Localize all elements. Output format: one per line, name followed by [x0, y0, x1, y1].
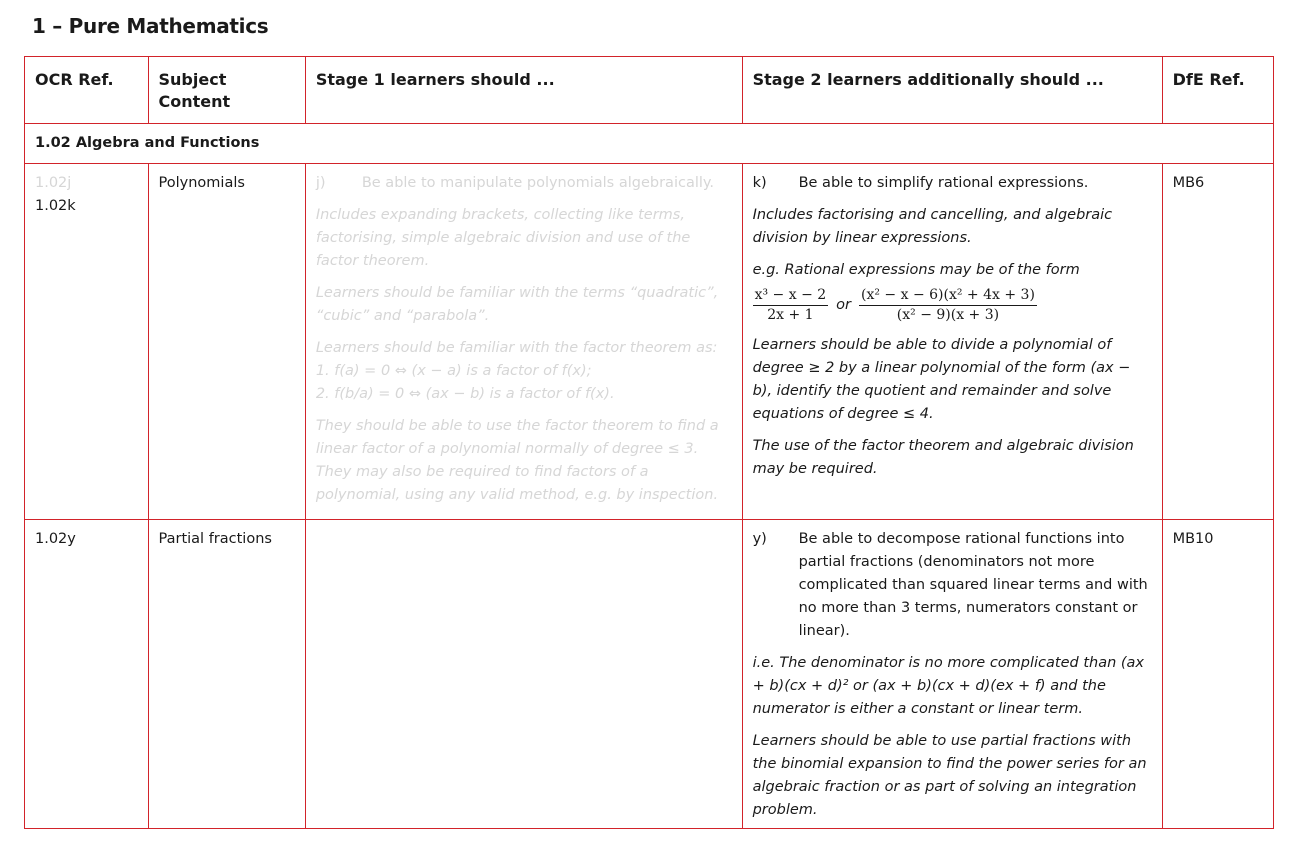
rational-expressions [753, 286, 1152, 325]
section-row-label: 1.02 Algebra and Functions [25, 124, 1274, 164]
item-label: k) [752, 175, 767, 191]
stage1-cell [305, 164, 742, 520]
stage2-cell [742, 520, 1162, 829]
stage1-note: Learners should be familiar with the terms “quadratic”, “cubic” and “parabola”. [315, 285, 719, 324]
section-title: 1 – Pure Mathematics [32, 14, 269, 38]
or-text: or [836, 297, 851, 313]
fraction-denominator: 2x + 1 [767, 307, 814, 323]
stage2-item [753, 172, 1152, 195]
fraction [753, 286, 829, 325]
ref-cell: 1.02y [25, 520, 149, 829]
stage1-note-line: 1. f(a) = 0 ⇔ (x − a) is a factor of f(x); [315, 363, 592, 379]
stage2-note: Learners should be able to use partial fractions with the binomial expansion to find the power series for an algebraic fraction or as part of solving an integration problem. [752, 733, 1147, 818]
header-stage2: Stage 2 learners additionally should ... [742, 57, 1162, 124]
item-text: Be able to manipulate polynomials algebraically. [361, 175, 715, 191]
stage1-note-line: 2. f(b/a) = 0 ⇔ (ax − b) is a factor of f(x). [315, 386, 615, 402]
stage1-item [316, 172, 732, 195]
content-table [24, 56, 1274, 829]
stage2-note: i.e. The denominator is no more complicated than (ax + b)(cx + d)² or (ax + b)(cx + d)(ex + f) and the numerator is either a constant or linear term. [752, 655, 1145, 717]
stage2-note: e.g. Rational expressions may be of the form [752, 262, 1080, 278]
header-ocr-ref: OCR Ref. [25, 57, 149, 124]
ref-faded: 1.02j [35, 175, 72, 191]
header-stage1: Stage 1 learners should ... [305, 57, 742, 124]
stage2-note: Learners should be able to divide a polynomial of degree ≥ 2 by a linear polynomial of the form (ax − b), identify the quotient and remainder and solve equations of degree ≤ 4. [752, 337, 1131, 422]
ref-value: 1.02k [35, 198, 76, 214]
fraction-numerator: (x² − x − 6)(x² + 4x + 3) [859, 286, 1037, 306]
header-dfe-ref: DfE Ref. [1162, 57, 1273, 124]
dfe-cell: MB10 [1162, 520, 1273, 829]
dfe-cell: MB6 [1162, 164, 1273, 520]
table-row [25, 164, 1274, 520]
ref-cell [25, 164, 149, 520]
item-text: Be able to decompose rational functions into partial fractions (denominators not more complicated than squared linear terms and with no more than 3 terms, numerators constant or linear). [798, 531, 1148, 639]
subject-cell: Partial fractions [148, 520, 305, 829]
section-row [25, 124, 1274, 164]
item-label: y) [752, 531, 767, 547]
fraction-numerator: x³ − x − 2 [753, 286, 829, 306]
stage1-note: Includes expanding brackets, collecting like terms, factorising, simple algebraic division and use of the factor theorem. [315, 207, 691, 269]
fraction [859, 286, 1037, 325]
table-row [25, 520, 1274, 829]
item-label: j) [315, 175, 326, 191]
item-text: Be able to simplify rational expressions. [798, 175, 1089, 191]
stage2-cell [742, 164, 1162, 520]
fraction-denominator: (x² − 9)(x + 3) [896, 307, 1000, 323]
stage2-note: Includes factorising and cancelling, and algebraic division by linear expressions. [752, 207, 1113, 246]
stage1-note: They should be able to use the factor theorem to find a linear factor of a polynomial normally of degree ≤ 3. They may also be required to find factors of a polynomial, using any valid method, e.g. by inspection. [315, 418, 719, 503]
stage1-note: Learners should be familiar with the factor theorem as: [315, 340, 718, 356]
stage2-item [753, 528, 1152, 643]
stage1-cell [305, 520, 742, 829]
stage2-note: The use of the factor theorem and algebraic division may be required. [752, 438, 1134, 477]
header-subject-content: Subject Content [148, 57, 305, 124]
header-row [25, 57, 1274, 124]
subject-cell: Polynomials [148, 164, 305, 520]
